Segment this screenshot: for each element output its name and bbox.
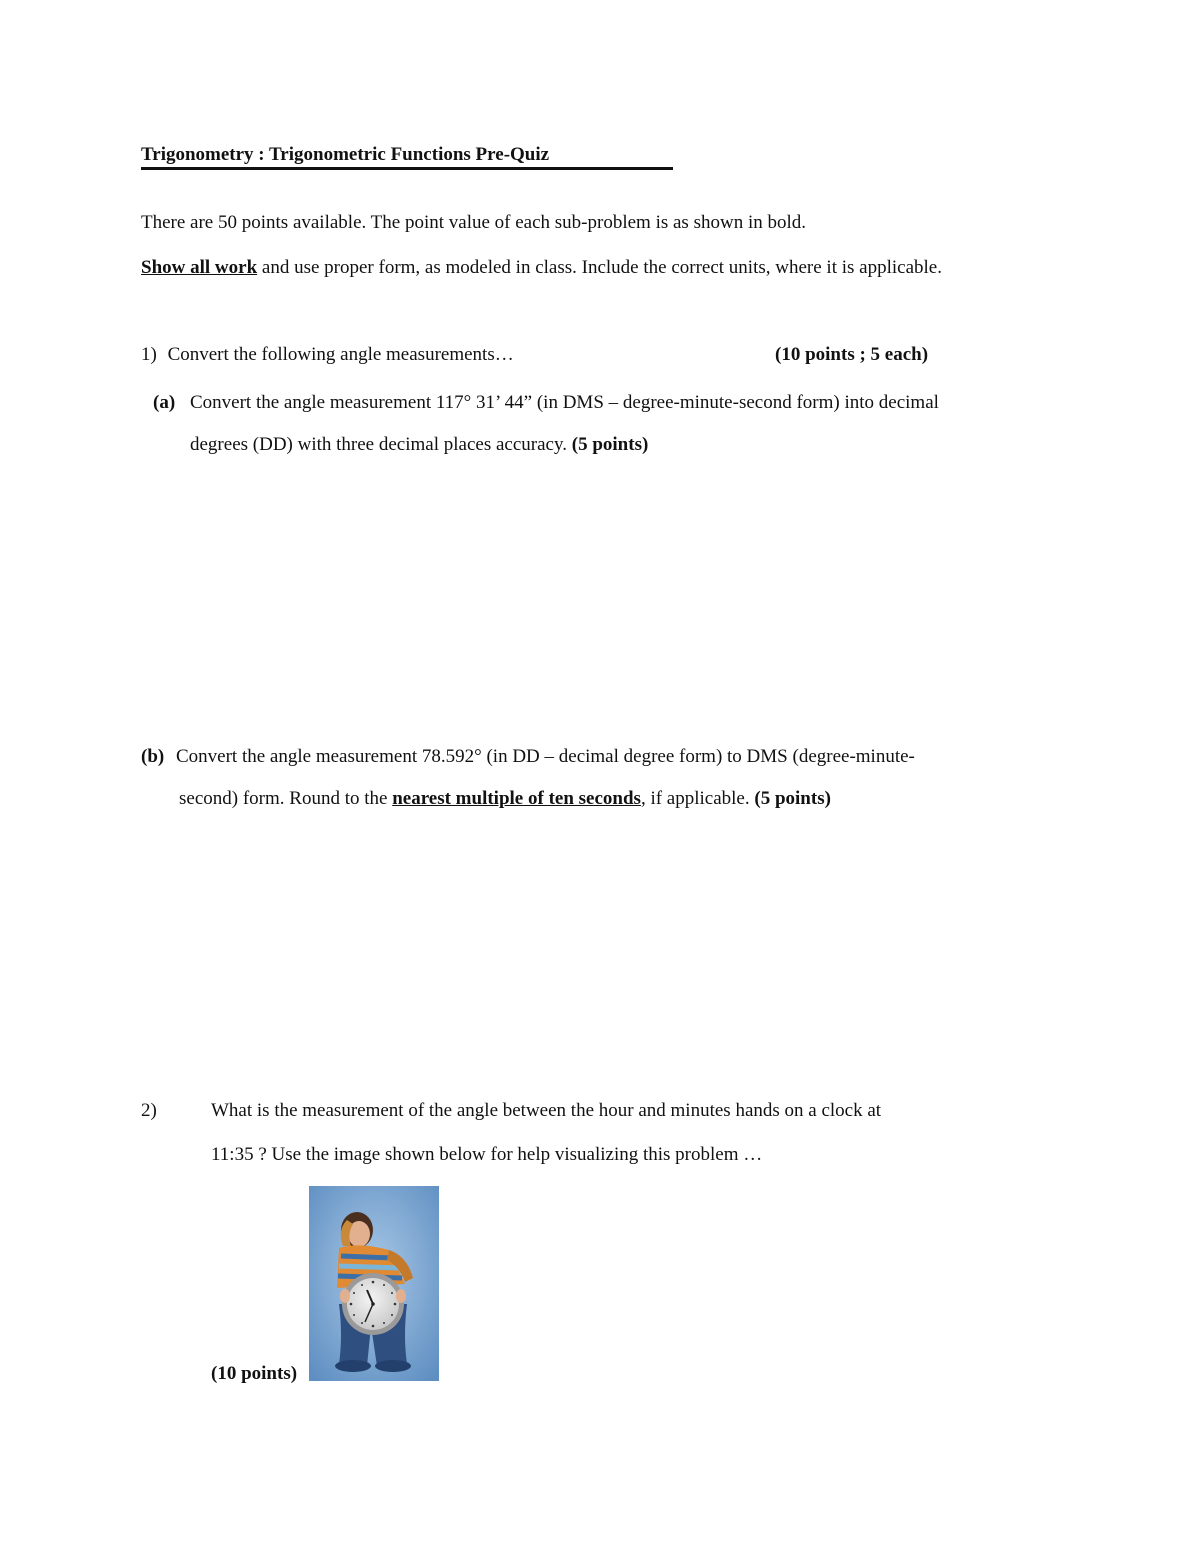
instructions-text: and use proper form, as modeled in class. Include the correct units, where it is applicable. [257,257,942,278]
show-all-work-emphasis: Show all work [141,257,258,278]
q1b-emphasis: nearest multiple of ten seconds [392,788,641,809]
q2-number: 2) [141,1100,157,1121]
q1b-line1: Convert the angle measurement 78.592° (in DD – decimal degree form) to DMS (degree-minute- [176,746,915,767]
q1b-line2-post: , if applicable. [640,788,755,809]
q1a-line2-text: degrees (DD) with three decimal places accuracy. [190,434,572,455]
q1b-points: (5 points) [754,788,831,809]
intro-instructions-line [141,257,942,279]
q1a-line1: Convert the angle measurement 117° 31’ 44” (in DMS – degree-minute-second form) into decimal [190,392,939,413]
q1a-label: (a) [153,392,176,413]
q1b-line2-pre: second) form. Round to the [179,788,393,809]
q1a-points: (5 points) [571,434,649,455]
q2-line2: 11:35 ? Use the image shown below for help visualizing this problem … [211,1144,763,1165]
q1-header [141,344,514,366]
q1-text: Convert the following angle measurements… [167,344,514,365]
q1-number: 1) [141,344,157,365]
page-title: Trigonometry : Trigonometric Functions Pre-Quiz [141,144,673,170]
q2-points: (10 points) [211,1363,298,1384]
q2-line1: What is the measurement of the angle between the hour and minutes hands on a clock at [211,1100,882,1121]
person-holding-clock-photo [309,1186,439,1381]
intro-points-line: There are 50 points available. The point value of each sub-problem is as shown in bold. [141,212,806,233]
q1a-line2 [190,434,648,456]
q1-points: (10 points ; 5 each) [775,344,929,365]
q1b-line2 [179,788,831,810]
q1b-label: (b) [141,746,165,767]
